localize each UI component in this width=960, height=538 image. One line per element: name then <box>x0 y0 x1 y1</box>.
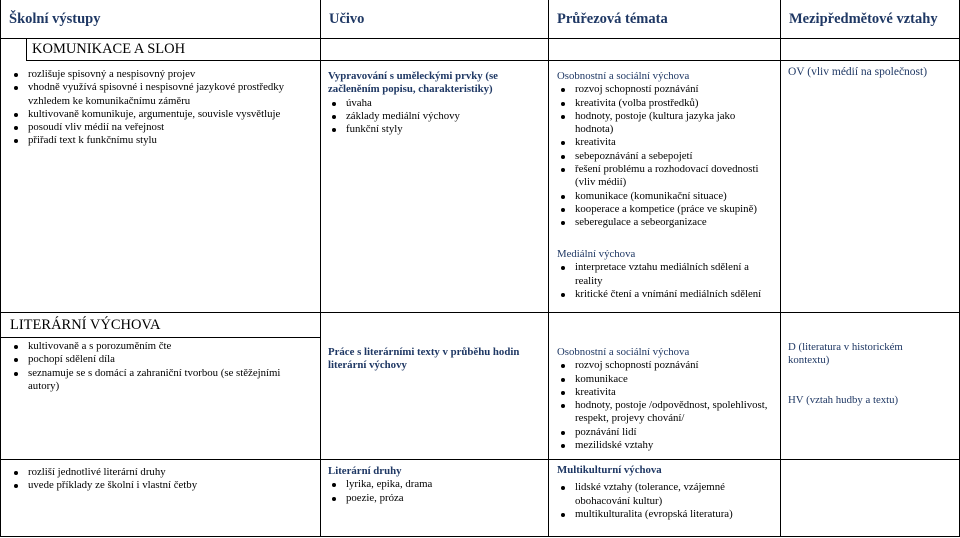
komunikace-relation: OV (vliv médií na společnost) <box>788 66 928 78</box>
list-item: hodnoty, postoje /odpovědnost, spolehlivost, respekt, projevy chování/ <box>557 399 775 426</box>
list-item: mezilidské vztahy <box>557 439 775 452</box>
list-item: uvede příklady ze školní i vlastní četby <box>10 479 312 492</box>
list-item: seberegulace a sebeorganizace <box>557 216 775 229</box>
komunikace-section-title: KOMUNIKACE A SLOH <box>32 41 186 57</box>
list-item: vhodně využívá spisovné i nespisovné jazykové prostředky vzhledem ke komunikačnímu záměru <box>10 81 312 108</box>
list-item: kultivovaně komunikuje, argumentuje, souvisle vysvětluje <box>10 108 312 121</box>
literarni-relation-music: HV (vztah hudby a textu) <box>788 394 899 406</box>
osv-list <box>557 359 775 452</box>
list-item: multikulturalita (evropská literatura) <box>557 508 775 521</box>
druhy-heading: Literární druhy <box>328 465 402 477</box>
header-rule <box>0 38 960 39</box>
curriculum-heading: Vypravování s uměleckými prvky (se začleněním popisu, charakteristiky) <box>328 70 498 96</box>
list-item: poznávání lidí <box>557 426 775 439</box>
list-item: úvaha <box>328 97 540 110</box>
mkv-heading: Multikulturní výchova <box>557 464 662 476</box>
list-item: hodnoty, postoje (kultura jazyka jako hodnota) <box>557 110 775 137</box>
literarni-outcomes-list-a <box>10 340 312 393</box>
komunikace-mv-block <box>557 248 775 301</box>
literarni-osv-block <box>557 346 775 452</box>
list-item: lyrika, epika, drama <box>328 478 540 491</box>
literarni-mkv-block <box>557 464 775 521</box>
list-item: lidské vztahy (tolerance, vzájemné obohacování kultur) <box>557 481 775 508</box>
mv-list <box>557 261 775 301</box>
list-item: komunikace (komunikační situace) <box>557 190 775 203</box>
list-item: řešení problému a rozhodovací dovednosti (vliv médií) <box>557 163 775 190</box>
list-item: kreativita <box>557 136 775 149</box>
list-item: sebepoznávání a sebepojetí <box>557 150 775 163</box>
header-themes-label: Průřezová témata <box>557 10 668 27</box>
osv-list <box>557 83 775 229</box>
komunikace-osv-block <box>557 70 775 230</box>
list-item: rozliší jednotlivé literární druhy <box>10 466 312 479</box>
literarni-title-rule <box>0 337 320 338</box>
header-relations-label: Mezipředmětové vztahy <box>789 10 938 27</box>
list-item: posoudí vliv médií na veřejnost <box>10 121 312 134</box>
header-col-relations <box>780 0 960 38</box>
list-item: rozvoj schopností poznávání <box>557 83 775 96</box>
literarni-relation-history: D (literatura v historickém kontextu) <box>788 341 903 367</box>
grid-col-divider-1 <box>320 0 321 537</box>
mkv-list <box>557 481 775 521</box>
list-item: poezie, próza <box>328 492 540 505</box>
header-col-outcomes <box>0 0 320 38</box>
curriculum-list <box>328 97 540 137</box>
list-item: přiřadí text k funkčnímu stylu <box>10 134 312 147</box>
literarni-section-title: LITERÁRNÍ VÝCHOVA <box>10 317 161 333</box>
literarni-outcomes-list-b <box>10 466 312 493</box>
grid-left-edge <box>0 0 1 537</box>
list-item: komunikace <box>557 373 775 386</box>
list-item: seznamuje se s domácí a zahraniční tvorbou (se stěžejními autory) <box>10 367 312 394</box>
grid-col-divider-3 <box>780 0 781 537</box>
list-item: kreativita <box>557 386 775 399</box>
list-item: kooperace a kompetice (práce ve skupině) <box>557 203 775 216</box>
list-item: rozvoj schopností poznávání <box>557 359 775 372</box>
list-item: pochopí sdělení díla <box>10 353 312 366</box>
osv-heading: Osobnostní a sociální výchova <box>557 70 690 82</box>
list-item: kreativita (volba prostředků) <box>557 97 775 110</box>
header-col-themes <box>548 0 780 38</box>
title-cell-left-edge <box>26 38 27 60</box>
header-col-curriculum <box>320 0 548 38</box>
list-item: rozlišuje spisovný a nespisovný projev <box>10 68 312 81</box>
list-item: kultivovaně a s porozuměním čte <box>10 340 312 353</box>
header-curriculum-label: Učivo <box>329 10 365 27</box>
list-item: základy mediální výchovy <box>328 110 540 123</box>
osv-heading: Osobnostní a sociální výchova <box>557 346 690 358</box>
literarni-curriculum-heading: Práce s literárními texty v průběhu hodin literární výchovy <box>328 346 520 372</box>
komunikace-outcomes-list <box>10 68 312 148</box>
komunikace-curriculum <box>328 70 540 136</box>
header-outcomes-label: Školní výstupy <box>9 10 101 27</box>
grid-col-divider-2 <box>548 0 549 537</box>
list-item: funkční styly <box>328 123 540 136</box>
mv-heading: Mediální výchova <box>557 248 636 260</box>
section-title-rule <box>26 60 960 61</box>
list-item: interpretace vztahu mediálních sdělení a reality <box>557 261 775 288</box>
section-divider <box>0 312 960 313</box>
row-divider <box>0 459 960 460</box>
list-item: kritické čtení a vnímání mediálních sdělení <box>557 288 775 301</box>
literarni-druhy-block <box>328 465 540 505</box>
bottom-rule <box>0 536 960 537</box>
druhy-list <box>328 478 540 505</box>
